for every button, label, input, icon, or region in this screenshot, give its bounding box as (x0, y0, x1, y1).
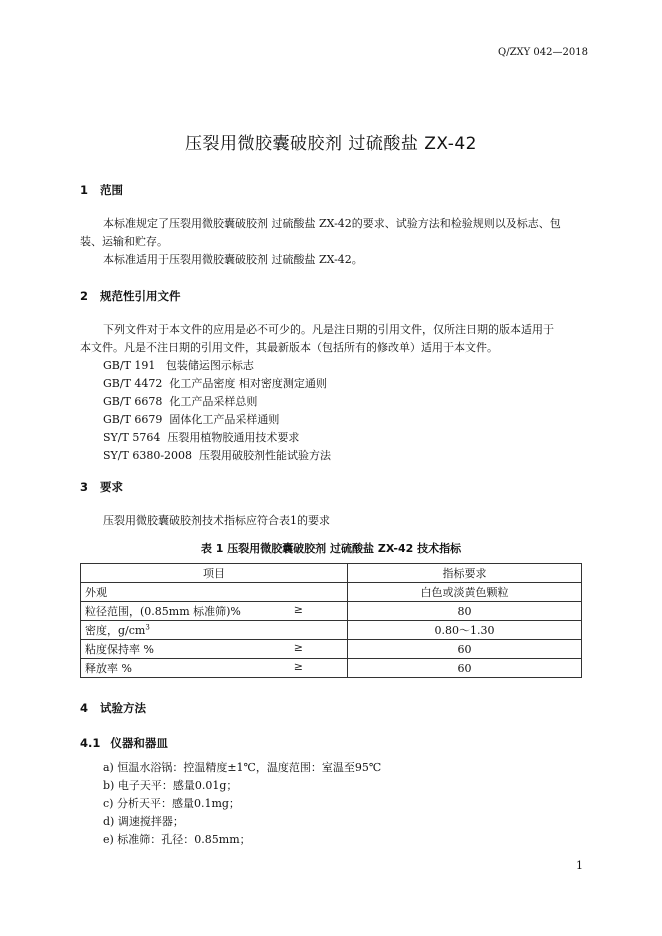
table-row (81, 602, 582, 621)
value-cell: 60 (348, 659, 582, 678)
reference-item: SY/T 6380-2008 压裂用破胶剂性能试验方法 (103, 449, 332, 462)
section-number: 2 (80, 289, 89, 303)
paragraph: 本文件。凡是不注日期的引用文件，其最新版本（包括所有的修改单）适用于本文件。 (80, 341, 498, 354)
spec-table (80, 563, 582, 678)
comparison-symbol: ≥ (293, 660, 303, 673)
table-row (81, 640, 582, 659)
section-title: 要求 (100, 480, 124, 494)
paragraph: 下列文件对于本文件的应用是必不可少的。凡是注日期的引用文件，仅所注日期的版本适用于 (103, 323, 554, 336)
comparison-symbol: ≥ (293, 603, 303, 616)
reference-item: GB/T 6678 化工产品采样总则 (103, 395, 258, 408)
value-cell: 白色或淡黄色颗粒 (348, 583, 582, 602)
value-cell: 80 (348, 602, 582, 621)
reference-item: GB/T 6679 固体化工产品采样通则 (103, 413, 280, 426)
section-1-heading (80, 182, 123, 198)
item-cell (81, 583, 348, 602)
section-title: 仪器和器皿 (110, 736, 168, 750)
value-cell: 0.80～1.30 (348, 621, 582, 640)
section-4-1-heading (80, 735, 168, 751)
list-item: d) 调速搅拌器； (103, 815, 184, 828)
section-title: 试验方法 (100, 701, 147, 715)
section-2-heading (80, 288, 181, 304)
reference-item: GB/T 4472 化工产品密度 相对密度测定通则 (103, 377, 327, 390)
paragraph: 本标准规定了压裂用微胶囊破胶剂 过硫酸盐 ZX-42的要求、试验方法和检验规则以及标志、包 (103, 217, 561, 230)
header-cell: 指标要求 (348, 564, 582, 583)
table-caption: 表 1 压裂用微胶囊破胶剂 过硫酸盐 ZX-42 技术指标 (200, 542, 462, 555)
item-label: 粘度保持率 % (85, 643, 154, 656)
section-title: 范围 (100, 183, 124, 197)
section-number: 1 (80, 183, 89, 197)
document-code: Q/ZXY 042—2018 (498, 47, 588, 58)
section-4-heading (80, 700, 146, 716)
list-item: b) 电子天平：感量0.01g； (103, 779, 238, 792)
page-title: 压裂用微胶囊破胶剂 过硫酸盐 ZX-42 (184, 134, 478, 154)
table-header-row (81, 564, 582, 583)
table-row (81, 583, 582, 602)
item-label: 密度，g/cm (85, 624, 146, 637)
item-label: 释放率 % (85, 662, 132, 675)
item-cell (81, 621, 348, 640)
list-item: a) 恒温水浴锅：控温精度±1℃，温度范围：室温至95℃ (103, 761, 382, 774)
paragraph: 压裂用微胶囊破胶剂技术指标应符合表1的要求 (103, 514, 330, 527)
item-label: 外观 (85, 586, 107, 599)
comparison-symbol: ≥ (293, 641, 303, 654)
section-number: 4.1 (80, 736, 101, 750)
paragraph: 本标准适用于压裂用微胶囊破胶剂 过硫酸盐 ZX-42。 (103, 253, 363, 266)
section-3-heading (80, 479, 123, 495)
table-row (81, 659, 582, 678)
table-row (81, 621, 582, 640)
header-cell: 项目 (81, 564, 348, 583)
value-cell: 60 (348, 640, 582, 659)
section-number: 4 (80, 701, 89, 715)
list-item: c) 分析天平：感量0.1mg； (103, 797, 240, 810)
page-number: 1 (576, 859, 583, 872)
item-cell (81, 602, 348, 621)
item-cell (81, 640, 348, 659)
item-label: 粒径范围，(0.85mm 标准筛)% (85, 605, 241, 618)
paragraph: 装、运输和贮存。 (80, 235, 168, 248)
section-title: 规范性引用文件 (100, 289, 181, 303)
reference-item: SY/T 5764 压裂用植物胶通用技术要求 (103, 431, 300, 444)
unit-superscript: 3 (145, 623, 150, 632)
section-number: 3 (80, 480, 89, 494)
item-cell (81, 659, 348, 678)
list-item: e) 标准筛：孔径：0.85mm； (103, 833, 251, 846)
reference-item: GB/T 191 包装储运图示标志 (103, 359, 254, 372)
